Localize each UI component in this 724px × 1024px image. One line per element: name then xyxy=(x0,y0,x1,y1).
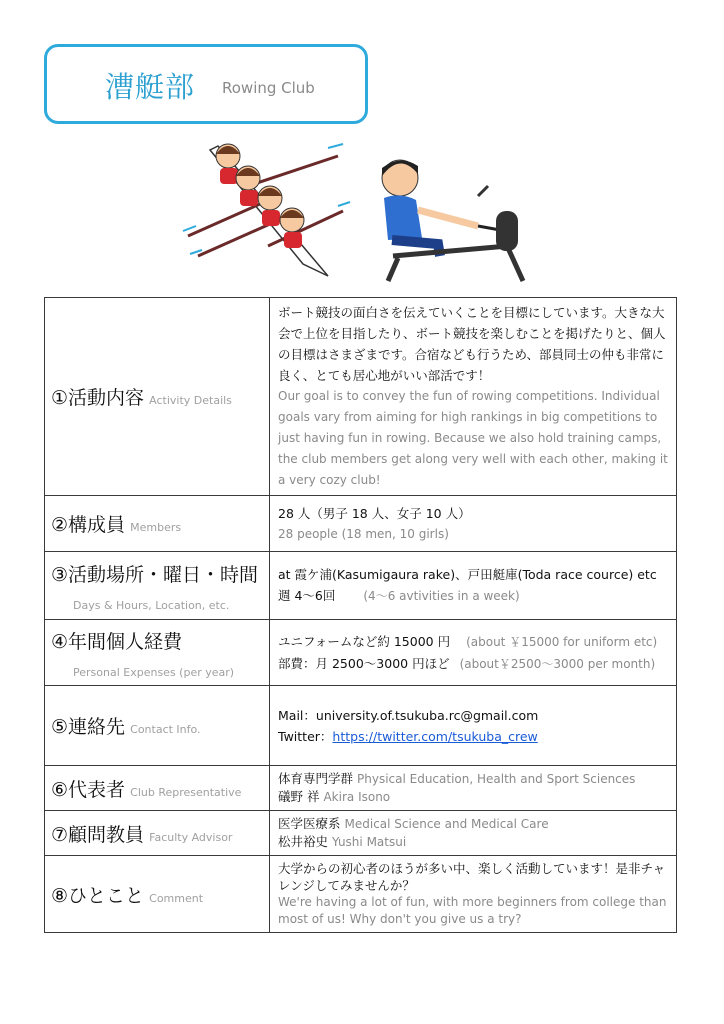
text-jp: 松井裕史 xyxy=(278,834,329,849)
row-title: ③活動場所・曜日・時間 xyxy=(51,563,259,586)
table-row-members xyxy=(45,496,677,552)
text-jp: 大学からの初心者のほうが多い中、楽しく活動しています！是非チャレンジしてみませんか？ xyxy=(278,861,666,893)
row-header xyxy=(45,496,270,552)
row-title: ①活動内容 xyxy=(51,387,145,409)
table-row-comment xyxy=(45,856,677,933)
row-content xyxy=(270,856,677,933)
text-jp: 医学医療系 xyxy=(278,816,341,831)
text-en: (4～6 avtivities in a week) xyxy=(363,589,520,603)
row-title: ⑤連絡先 xyxy=(51,716,126,738)
table-row-advisor xyxy=(45,811,677,856)
page-title: 漕艇部 xyxy=(105,70,196,104)
row-title: ⑥代表者 xyxy=(51,778,126,801)
text-en: Our goal is to convey the fun of rowing competitions. Individual goals vary from aiming for high rankings in big competitions to just having fun in rowing. Because we also hold training camps, the club members get along very well with each other, making it a very cozy club! xyxy=(278,389,668,487)
row-title-en: Members xyxy=(130,521,182,534)
row-content xyxy=(270,552,677,620)
text-jp: ユニフォームなど約 15000 円 xyxy=(278,633,451,649)
twitter-link[interactable]: https://twitter.com/tsukuba_crew xyxy=(332,728,538,744)
table-row-representative xyxy=(45,766,677,811)
text-jp: at 霞ケ浦(Kasumigaura rake)、戸田艇庫(Toda race cource) etc xyxy=(278,567,657,582)
text-jp: 28 人（男子 18 人、女子 10 人） xyxy=(278,505,471,521)
rowing-machine-illustration xyxy=(382,160,523,281)
row-title: ⑧ひとこと xyxy=(51,884,145,907)
row-content xyxy=(270,496,677,552)
row-title: ④年間個人経費 xyxy=(51,630,183,653)
row-content xyxy=(270,686,677,766)
text-en: Medical Science and Medical Care xyxy=(344,817,549,831)
twitter-label: Twitter： xyxy=(278,728,333,744)
row-header xyxy=(45,811,270,856)
title-box xyxy=(44,44,368,124)
row-title-en: Personal Expenses (per year) xyxy=(73,665,235,679)
row-header xyxy=(45,686,270,766)
text-jp: 週 4～6回 xyxy=(278,588,336,603)
contact-mail: Mail：university.of.tsukuba.rc@gmail.com xyxy=(278,707,539,723)
row-content xyxy=(270,766,677,811)
row-header xyxy=(45,552,270,620)
table-row-location xyxy=(45,552,677,620)
table-row-contact xyxy=(45,686,677,766)
row-content xyxy=(270,620,677,686)
row-content xyxy=(270,298,677,496)
row-title-en: Activity Details xyxy=(149,394,232,407)
text-en: (about￥2500～3000 per month) xyxy=(459,656,656,671)
row-title: ②構成員 xyxy=(51,514,126,536)
row-title-en: Faculty Advisor xyxy=(149,830,233,844)
text-en: Physical Education, Health and Sport Sciences xyxy=(357,772,636,786)
rowing-illustration xyxy=(178,136,538,286)
page-subtitle: Rowing Club xyxy=(222,79,315,97)
table-row-expenses xyxy=(45,620,677,686)
text-en: 28 people (18 men, 10 girls) xyxy=(278,526,449,541)
text-jp: ボート競技の面白さを伝えていくことを目標にしています。大きな大会で上位を目指したり、ボート競技を楽しむことを掲げたりと、個人の目標はさまざまです。合宿なども行うため、部員同士の仲も非常に良く、とても居心地がいい部活です！ xyxy=(278,305,666,383)
row-header xyxy=(45,620,270,686)
text-jp: 体育専門学群 xyxy=(278,771,354,786)
text-jp: 部費：月 2500～3000 円ほど xyxy=(278,655,450,671)
row-title-en: Days & Hours, Location, etc. xyxy=(73,598,230,612)
club-info-table xyxy=(44,297,677,933)
text-en: (about ￥15000 for uniform etc) xyxy=(466,634,658,649)
text-en: Akira Isono xyxy=(323,790,391,804)
row-header xyxy=(45,298,270,496)
row-header xyxy=(45,766,270,811)
text-jp: 礒野 祥 xyxy=(278,789,320,804)
row-title-en: Contact Info. xyxy=(130,723,201,736)
table-row-activity xyxy=(45,298,677,496)
row-title: ⑦顧問教員 xyxy=(51,823,145,846)
row-header xyxy=(45,856,270,933)
row-title-en: Club Representative xyxy=(130,785,242,799)
text-en: Yushi Matsui xyxy=(332,835,407,849)
row-title-en: Comment xyxy=(149,891,204,905)
text-en: We're having a lot of fun, with more beginners from college than most of us! Why don't you give us a try? xyxy=(278,895,667,926)
row-content xyxy=(270,811,677,856)
rowing-boat-crew-illustration xyxy=(183,144,350,276)
